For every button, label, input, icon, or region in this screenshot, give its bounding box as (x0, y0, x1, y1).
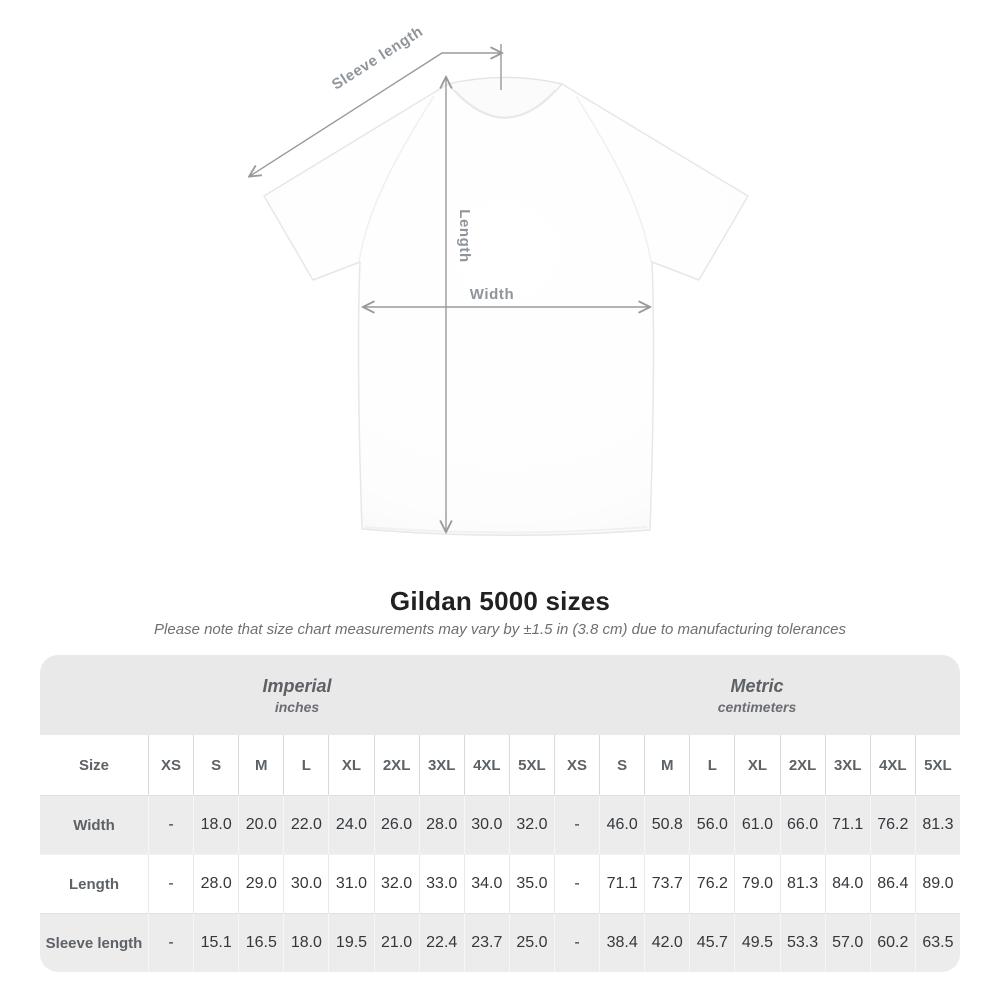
size-chart-table (40, 655, 960, 972)
table-cell: 24.0 (328, 795, 373, 854)
imperial-group-header (40, 655, 554, 735)
column-header: S (193, 735, 238, 795)
table-cell: 30.0 (464, 795, 509, 854)
table-cell: - (554, 795, 599, 854)
size-header-row (40, 735, 960, 795)
table-cell: 20.0 (238, 795, 283, 854)
table-cell: 76.2 (689, 854, 734, 913)
table-cell: 28.0 (193, 854, 238, 913)
table-cell: 56.0 (689, 795, 734, 854)
table-cell: - (148, 795, 193, 854)
table-cell: 86.4 (870, 854, 915, 913)
width-label: Width (469, 286, 515, 303)
column-header: XS (148, 735, 193, 795)
table-cell: 31.0 (328, 854, 373, 913)
metric-unit: centimeters (717, 699, 797, 716)
row-label: Length (40, 854, 148, 913)
table-cell: 46.0 (599, 795, 644, 854)
table-cell: 22.0 (283, 795, 328, 854)
tolerance-note: Please note that size chart measurements may vary by ±1.5 in (3.8 cm) due to manufacturing tolerances (154, 621, 846, 638)
size-corner-header: Size (40, 735, 148, 795)
table-cell: 26.0 (374, 795, 419, 854)
table-cell: - (148, 854, 193, 913)
table-cell: 38.4 (599, 913, 644, 972)
metric-label: Metric (730, 675, 784, 696)
table-cell: 32.0 (509, 795, 554, 854)
table-cell: 49.5 (734, 913, 779, 972)
column-header: XS (554, 735, 599, 795)
column-header: M (644, 735, 689, 795)
column-header: 5XL (509, 735, 554, 795)
column-header: 2XL (374, 735, 419, 795)
table-cell: 18.0 (283, 913, 328, 972)
table-cell: 57.0 (825, 913, 870, 972)
table-cell: 28.0 (419, 795, 464, 854)
table-cell: 66.0 (780, 795, 825, 854)
column-header: L (689, 735, 734, 795)
table-cell: - (554, 913, 599, 972)
table-row-sleeve-length (40, 913, 960, 972)
table-cell: 42.0 (644, 913, 689, 972)
sleeve-length-label: Sleeve length (328, 22, 427, 94)
table-cell: 89.0 (915, 854, 960, 913)
table-cell: 19.5 (328, 913, 373, 972)
imperial-unit: inches (274, 699, 320, 716)
table-cell: 34.0 (464, 854, 509, 913)
page-title: Gildan 5000 sizes (389, 586, 611, 616)
column-header: M (238, 735, 283, 795)
column-header: 3XL (825, 735, 870, 795)
table-cell: 45.7 (689, 913, 734, 972)
imperial-label: Imperial (262, 675, 332, 696)
table-cell: 18.0 (193, 795, 238, 854)
table-cell: 71.1 (599, 854, 644, 913)
table-cell: 23.7 (464, 913, 509, 972)
table-cell: - (554, 854, 599, 913)
table-cell: 53.3 (780, 913, 825, 972)
column-header: 3XL (419, 735, 464, 795)
table-cell: 60.2 (870, 913, 915, 972)
table-cell: 71.1 (825, 795, 870, 854)
table-cell: 25.0 (509, 913, 554, 972)
table-cell: 61.0 (734, 795, 779, 854)
table-row-length (40, 854, 960, 913)
table-cell: 16.5 (238, 913, 283, 972)
table-cell: 81.3 (915, 795, 960, 854)
table-cell: 32.0 (374, 854, 419, 913)
table-cell: 30.0 (283, 854, 328, 913)
row-label: Sleeve length (40, 913, 148, 972)
column-header: L (283, 735, 328, 795)
table-cell: 21.0 (374, 913, 419, 972)
column-header: S (599, 735, 644, 795)
column-header: XL (328, 735, 373, 795)
table-cell: 79.0 (734, 854, 779, 913)
table-cell: - (148, 913, 193, 972)
table-cell: 29.0 (238, 854, 283, 913)
metric-group-header (554, 655, 960, 735)
table-cell: 50.8 (644, 795, 689, 854)
table-cell: 22.4 (419, 913, 464, 972)
table-cell: 63.5 (915, 913, 960, 972)
table-row-width (40, 795, 960, 854)
table-cell: 35.0 (509, 854, 554, 913)
row-label: Width (40, 795, 148, 854)
table-cell: 76.2 (870, 795, 915, 854)
column-header: 5XL (915, 735, 960, 795)
table-cell: 73.7 (644, 854, 689, 913)
column-header: XL (734, 735, 779, 795)
table-cell: 15.1 (193, 913, 238, 972)
unit-group-row (40, 655, 960, 735)
table-cell: 84.0 (825, 854, 870, 913)
column-header: 4XL (464, 735, 509, 795)
table-cell: 81.3 (780, 854, 825, 913)
column-header: 2XL (780, 735, 825, 795)
table-cell: 33.0 (419, 854, 464, 913)
column-header: 4XL (870, 735, 915, 795)
length-label: Length (456, 209, 473, 263)
